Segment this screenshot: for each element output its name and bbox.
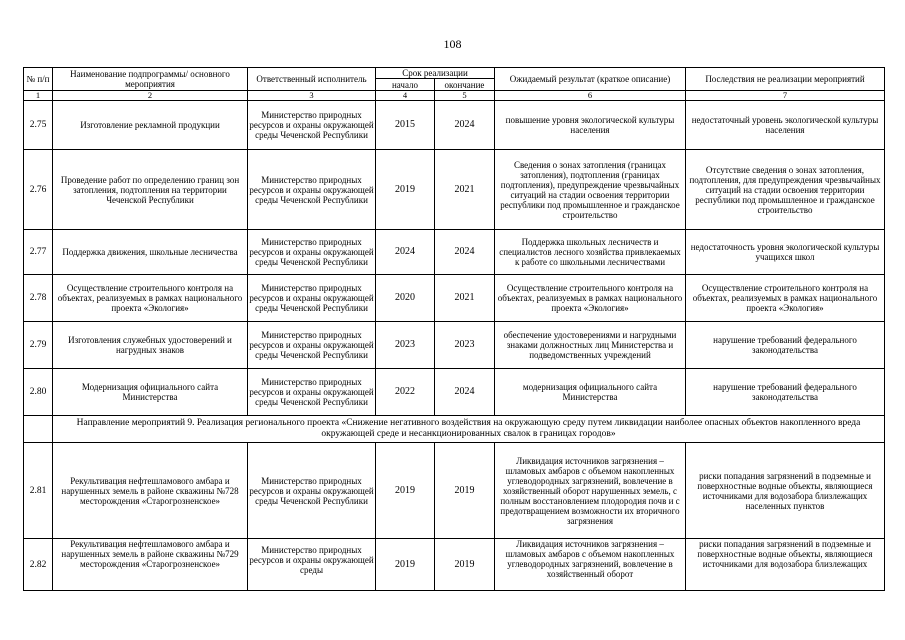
row-result: модернизация официального сайта Министерства [495,369,686,416]
row-executor: Министерство природных ресурсов и охраны окружающей среды Чеченской Республики [248,150,376,230]
header-name: Наименование подпрограммы/ основного мероприятия [53,68,248,91]
row-consequence: недостаточность уровня экологической культуры учащихся школ [686,230,885,275]
header-end: окончание [435,79,495,91]
direction-text: Направление мероприятий 9. Реализация регионального проекта «Снижение негативного воздействия на окружающую среду путем ликвидации наиболее опасных объектов накопленного вреда окружающей среде и несанкционированных свалок в границах городов» [53,416,885,443]
row-executor: Министерство природных ресурсов и охраны окружающей среды Чеченской Республики [248,101,376,150]
header-executor: Ответственный исполнитель [248,68,376,91]
row-result: Осуществление строительного контроля на объектах, реализуемых в рамках национального проекта «Экология» [495,275,686,322]
row-number: 2.82 [24,539,53,591]
row-executor: Министерство природных ресурсов и охраны окружающей среды Чеченской Республики [248,230,376,275]
row-end: 2024 [435,369,495,416]
row-result: обеспечение удостоверениями и нагрудными знаками должностных лиц Министерства и подведомственных учреждений [495,322,686,369]
row-consequence: риски попадания загрязнений в подземные и поверхностные водные объекты, являющиеся источниками для водозабора близлежащих населенных пунктов [686,443,885,539]
direction-row [24,416,885,443]
header-result: Ожидаемый результат (краткое описание) [495,68,686,91]
row-start: 2019 [376,150,435,230]
row-executor: Министерство природных ресурсов и охраны окружающей среды Чеченской Республики [248,443,376,539]
direction-empty-cell [24,416,53,443]
row-start: 2015 [376,101,435,150]
index-cell: 7 [686,91,885,101]
row-name: Осуществление строительного контроля на объектах, реализуемых в рамках национального проекта «Экология» [53,275,248,322]
row-number: 2.75 [24,101,53,150]
header-num: № п/п [24,68,53,91]
table-row [24,101,885,150]
program-table [23,67,885,591]
row-executor: Министерство природных ресурсов и охраны окружающей среды Чеченской Республики [248,369,376,416]
index-cell: 3 [248,91,376,101]
row-end: 2023 [435,322,495,369]
row-start: 2023 [376,322,435,369]
row-end: 2024 [435,101,495,150]
table-row [24,275,885,322]
row-consequence: Осуществление строительного контроля на объектах, реализуемых в рамках национального проекта «Экология» [686,275,885,322]
row-start: 2019 [376,443,435,539]
row-consequence: недостаточный уровень экологической культуры населения [686,101,885,150]
index-cell: 6 [495,91,686,101]
row-number: 2.80 [24,369,53,416]
row-number: 2.77 [24,230,53,275]
index-row [24,91,885,101]
row-result: Ликвидация источников загрязнения – шламовых амбаров с объемом накопленных углеводородных загрязнений, вовлечение в хозяйственный оборот [495,539,686,591]
header-consequence: Последствия не реализации мероприятий [686,68,885,91]
row-name: Рекультивация нефтешламового амбара и нарушенных земель в районе скважины №728 месторождения «Старогрозненское» [53,443,248,539]
row-result: Ликвидация источников загрязнения – шламовых амбаров с объемом накопленных углеводородных загрязнений, вовлечение в хозяйственный оборот нарушенных земель, с полным восстановлением плодородия почв и с предотвращением возможности их вторичного загрязнения [495,443,686,539]
table-row [24,230,885,275]
header-row [24,68,885,79]
row-consequence: нарушение требований федерального законодательства [686,322,885,369]
row-name: Изготовления служебных удостоверений и нагрудных знаков [53,322,248,369]
row-result: Поддержка школьных лесничеств и специалистов лесного хозяйства привлекаемых к работе со школьными лесничествами [495,230,686,275]
table-row [24,443,885,539]
row-end: 2019 [435,443,495,539]
row-start: 2020 [376,275,435,322]
row-end: 2019 [435,539,495,591]
row-end: 2021 [435,275,495,322]
table-row [24,539,885,591]
index-cell: 2 [53,91,248,101]
page-number: 108 [443,37,462,51]
row-name: Изготовление рекламной продукции [53,101,248,150]
header-period: Срок реализации [376,68,495,79]
row-consequence: нарушение требований федерального законодательства [686,369,885,416]
row-end: 2024 [435,230,495,275]
row-number: 2.76 [24,150,53,230]
row-end: 2021 [435,150,495,230]
row-consequence: Отсутствие сведения о зонах затопления, подтопления, для предупреждения чрезвычайных ситуаций на стадии освоения территории республики под промышленное и гражданское строительство [686,150,885,230]
row-start: 2019 [376,539,435,591]
row-executor: Министерство природных ресурсов и охраны окружающей среды Чеченской Республики [248,322,376,369]
row-start: 2022 [376,369,435,416]
row-name: Проведение работ по определению границ зон затопления, подтопления на территории Чеченской Республики [53,150,248,230]
table-row [24,369,885,416]
row-start: 2024 [376,230,435,275]
row-number: 2.79 [24,322,53,369]
row-number: 2.78 [24,275,53,322]
row-number: 2.81 [24,443,53,539]
row-result: повышение уровня экологической культуры населения [495,101,686,150]
header-start: начало [376,79,435,91]
index-cell: 4 [376,91,435,101]
row-executor: Министерство природных ресурсов и охраны окружающей среды Чеченской Республики [248,275,376,322]
row-name: Поддержка движения, школьные лесничества [53,230,248,275]
row-consequence: риски попадания загрязнений в подземные и поверхностные водные объекты, являющиеся источниками для водозабора близлежащих [686,539,885,591]
row-name: Рекультивация нефтешламового амбара и нарушенных земель в районе скважины №729 месторождения «Старогрозненское» [53,539,248,591]
index-cell: 5 [435,91,495,101]
index-cell: 1 [24,91,53,101]
table-row [24,322,885,369]
row-executor: Министерство природных ресурсов и охраны окружающей среды [248,539,376,591]
row-result: Сведения о зонах затопления (границах затопления), подтопления (границах подтопления), предупреждение чрезвычайных ситуаций на стадии освоения территории республики под промышленное и гражданское строительство [495,150,686,230]
table-row [24,150,885,230]
row-name: Модернизация официального сайта Министерства [53,369,248,416]
